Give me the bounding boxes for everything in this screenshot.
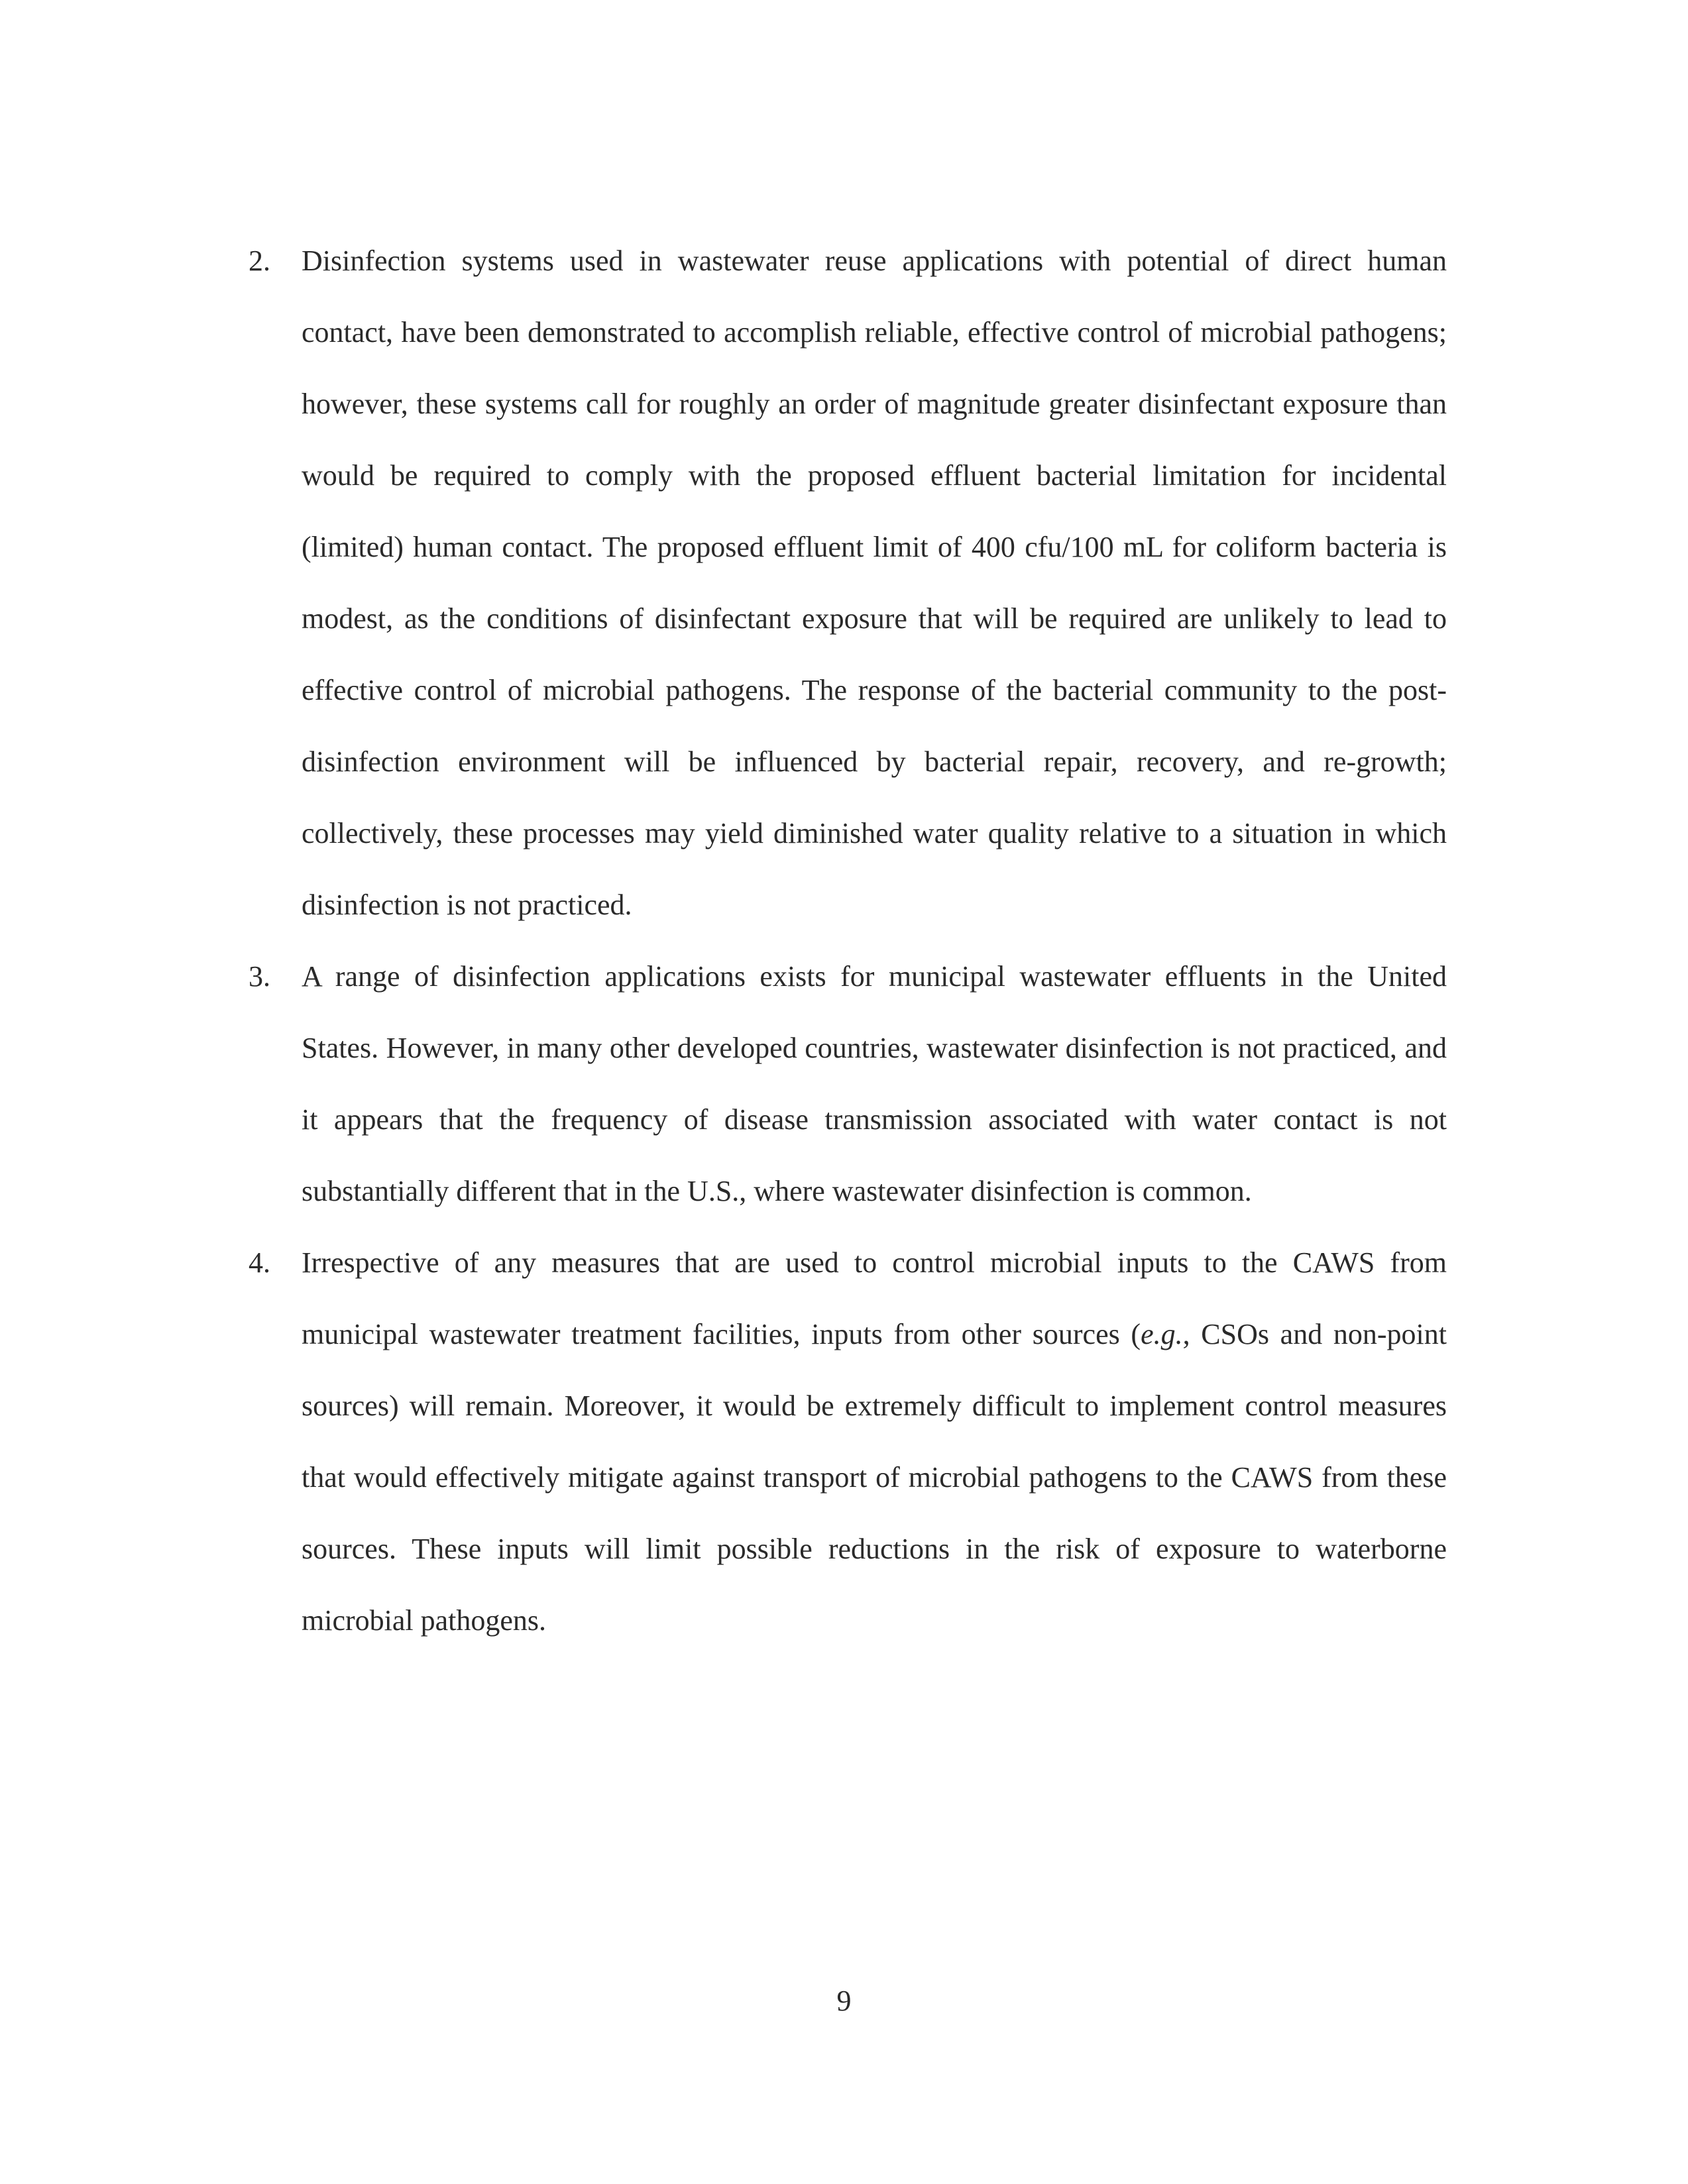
list-item-text: A range of disinfection applications exists for municipal wastewater effluents in the United States. However, in many other developed countries, wastewater disinfection is not practiced, and it appears that the frequency of disease transmission associated with water contact is not substantially different that in the U.S., where wastewater disinfection is common. [302, 960, 1447, 1207]
list-item-text [302, 1227, 1447, 1657]
italic-text: e.g. [1141, 1318, 1183, 1350]
list-item [249, 1227, 1447, 1657]
text-segment: , CSOs and non-point sources) will remain. Moreover, it would be extremely difficult to implement control measures that would effectively mitigate against transport of microbial pathogens to the CAWS from these sources. These inputs will limit possible reductions in the risk of exposure to waterborne microbial pathogens. [302, 1318, 1447, 1637]
numbered-list [249, 225, 1447, 1657]
list-item [249, 225, 1447, 941]
list-item-number: 2. [249, 245, 270, 277]
list-item-number: 4. [249, 1246, 270, 1279]
page-number: 9 [836, 1985, 852, 2017]
list-item [249, 941, 1447, 1227]
list-item-number: 3. [249, 960, 270, 993]
list-item-text: Disinfection systems used in wastewater reuse applications with potential of direct human contact, have been demonstrated to accomplish reliable, effective control of microbial pathogens; however, these systems call for roughly an order of magnitude greater disinfectant exposure than would be required to comply with the proposed effluent bacterial limitation for incidental (limited) human contact. The proposed effluent limit of 400 cfu/100 mL for coliform bacteria is modest, as the conditions of disinfectant exposure that will be required are unlikely to lead to effective control of microbial pathogens. The response of the bacterial community to the post-disinfection environment will be influenced by bacterial repair, recovery, and re-growth; collectively, these processes may yield diminished water quality relative to a situation in which disinfection is not practiced. [302, 245, 1447, 921]
text-segment: Irrespective of any measures that are used to control microbial inputs to the CAWS from municipal wastewater treatment facilities, inputs from other sources ( [302, 1246, 1447, 1350]
